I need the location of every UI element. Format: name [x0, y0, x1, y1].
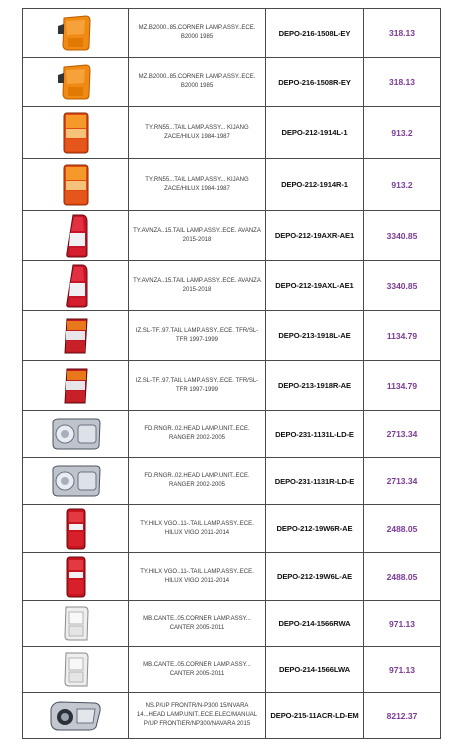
- part-code: DEPO-215-11ACR-LD-EM: [270, 711, 359, 720]
- product-image-cell: [23, 211, 129, 261]
- product-image-cell: [23, 261, 129, 311]
- product-description: TY.HILX VGO..11-.TAIL LAMP.ASSY..ECE. HILUX VIGO 2011-2014: [140, 568, 254, 584]
- part-code: DEPO-231-1131L-LD-E: [275, 429, 354, 439]
- headlamp-image: [23, 693, 128, 738]
- part-code: DEPO-213-1918R-AE: [277, 381, 351, 390]
- price-cell: [364, 693, 441, 739]
- price: 971.13: [389, 664, 415, 675]
- description-cell: [129, 553, 266, 601]
- part-code-cell: [266, 9, 364, 58]
- product-description: MB.CANTE..05.CORNER LAMP.ASSY... CANTER 2005-2011: [143, 615, 251, 631]
- price-cell: [364, 411, 441, 458]
- part-code-cell: [266, 505, 364, 553]
- product-description: TY.AVNZA..15.TAIL LAMP.ASSY..ECE. AVANZA 2015-2018: [133, 227, 261, 243]
- product-image-cell: [23, 411, 129, 458]
- part-code: DEPO-212-19W6L-AE: [276, 572, 353, 581]
- part-code-cell: [266, 159, 364, 211]
- description-cell: [129, 311, 266, 361]
- description-cell: [129, 505, 266, 553]
- product-image-cell: [23, 505, 129, 553]
- product-image-cell: [23, 311, 129, 361]
- product-image-cell: [23, 107, 129, 159]
- part-code-cell: [266, 601, 364, 647]
- price-cell: [364, 458, 441, 505]
- part-code-cell: [266, 261, 364, 311]
- part-code: DEPO-231-1131R-LD-E: [274, 476, 355, 486]
- description-cell: [129, 647, 266, 693]
- table-row: [23, 693, 441, 739]
- part-code: DEPO-212-19W6R-AE: [276, 524, 353, 533]
- table-row: [23, 9, 441, 58]
- corner-lamp-image: [23, 601, 128, 646]
- price: 2713.34: [386, 429, 418, 439]
- part-code-cell: [266, 553, 364, 601]
- product-description: MB.CANTE..05.CORNER LAMP.ASSY... CANTER 2005-2011: [143, 661, 251, 677]
- part-code: DEPO-214-1566RWA: [278, 619, 351, 628]
- product-description: TY.RN55...TAIL LAMP.ASSY... KIJANG ZACE/HILUX 1984-1987: [145, 124, 249, 140]
- product-description: IZ.SL-TF..97.TAIL LAMP.ASSY..ECE. TFR/SL-TFR 1997-1999: [135, 377, 259, 393]
- corner-lamp-image: [23, 647, 128, 692]
- price-cell: [364, 553, 441, 601]
- description-cell: [129, 411, 266, 458]
- product-description: TY.HILX VGO..11-.TAIL LAMP.ASSY..ECE. HILUX VIGO 2011-2014: [140, 520, 254, 536]
- price: 2488.05: [386, 523, 418, 534]
- part-code-cell: [266, 311, 364, 361]
- description-cell: [129, 261, 266, 311]
- price: 971.13: [389, 618, 415, 629]
- price: 913.2: [391, 179, 413, 190]
- part-code: DEPO-212-1914L-1: [281, 128, 348, 137]
- headlamp-image: [23, 411, 128, 457]
- price-cell: [364, 505, 441, 553]
- description-cell: [129, 58, 266, 107]
- price-cell: [364, 58, 441, 107]
- part-code: DEPO-212-19AXR-AE1: [274, 231, 355, 240]
- price-cell: [364, 107, 441, 159]
- part-code: DEPO-212-1914R-1: [281, 180, 348, 189]
- price: 913.2: [391, 127, 413, 138]
- table-row: [23, 553, 441, 601]
- table-row: [23, 505, 441, 553]
- product-description: FD.RNGR..02.HEAD LAMP.UNIT..ECE. RANGER 2002-2005: [144, 473, 250, 488]
- part-code-cell: [266, 107, 364, 159]
- corner-lamp-image: [23, 9, 128, 57]
- price-cell: [364, 361, 441, 411]
- product-image-cell: [23, 159, 129, 211]
- product-image-cell: [23, 647, 129, 693]
- product-description: TY.RN55...TAIL LAMP.ASSY... KIJANG ZACE/HILUX 1984-1987: [145, 176, 249, 192]
- product-image-cell: [23, 601, 129, 647]
- part-code-cell: [266, 211, 364, 261]
- price-cell: [364, 311, 441, 361]
- table-row: [23, 647, 441, 693]
- part-code-cell: [266, 458, 364, 505]
- price: 2488.05: [386, 571, 418, 582]
- price: 318.13: [389, 77, 415, 87]
- table-row: [23, 458, 441, 505]
- description-cell: [129, 9, 266, 58]
- price-cell: [364, 159, 441, 211]
- table-row: [23, 211, 441, 261]
- price: 3340.85: [386, 230, 418, 241]
- part-code: DEPO-213-1918L-AE: [278, 331, 351, 340]
- description-cell: [129, 601, 266, 647]
- parts-price-table: [22, 8, 441, 739]
- tail-lamp-image: [23, 159, 128, 210]
- part-code-cell: [266, 361, 364, 411]
- product-image-cell: [23, 693, 129, 739]
- product-description: NS.P/UP FRONTR/N-P300 15/NVARA 14...HEAD LAMP.UNIT..ECE.ELEC/MANUAL P/UP FRONTIER/NP300/NAVARA 2015: [136, 703, 258, 727]
- tail-lamp-image: [23, 107, 128, 158]
- tail-lamp-image: [23, 361, 128, 410]
- product-description: MZ.B2000..85.CORNER LAMP.ASSY..ECE. B2000 1985: [138, 25, 256, 40]
- product-description: FD.RNGR..02.HEAD LAMP.UNIT..ECE. RANGER 2002-2005: [144, 426, 250, 441]
- price-cell: [364, 601, 441, 647]
- price: 8212.37: [386, 710, 418, 721]
- description-cell: [129, 361, 266, 411]
- table-row: [23, 411, 441, 458]
- part-code-cell: [266, 58, 364, 107]
- parts-table-body: [23, 9, 441, 739]
- product-image-cell: [23, 361, 129, 411]
- tail-lamp-image: [23, 211, 128, 260]
- product-description: MZ.B2000..85.CORNER LAMP.ASSY..ECE. B2000 1985: [138, 74, 256, 89]
- description-cell: [129, 107, 266, 159]
- tail-lamp-image: [23, 261, 128, 310]
- price: 3340.85: [386, 280, 418, 291]
- product-image-cell: [23, 553, 129, 601]
- description-cell: [129, 458, 266, 505]
- part-code: DEPO-216-1508R-EY: [278, 77, 351, 87]
- table-row: [23, 261, 441, 311]
- description-cell: [129, 159, 266, 211]
- corner-lamp-image: [23, 58, 128, 106]
- table-row: [23, 159, 441, 211]
- price: 1134.79: [386, 330, 418, 341]
- table-row: [23, 311, 441, 361]
- price: 1134.79: [386, 380, 418, 391]
- table-row: [23, 58, 441, 107]
- product-image-cell: [23, 9, 129, 58]
- description-cell: [129, 693, 266, 739]
- part-code: DEPO-214-1566LWA: [279, 665, 350, 674]
- table-row: [23, 601, 441, 647]
- part-code-cell: [266, 693, 364, 739]
- product-image-cell: [23, 458, 129, 505]
- price: 318.13: [389, 28, 415, 38]
- table-row: [23, 107, 441, 159]
- product-image-cell: [23, 58, 129, 107]
- tail-lamp-image: [23, 311, 128, 360]
- product-description: IZ.SL-TF..97.TAIL LAMP.ASSY..ECE. TFR/SL-TFR 1997-1999: [135, 327, 259, 343]
- tail-lamp-image: [23, 505, 128, 552]
- part-code-cell: [266, 411, 364, 458]
- tail-lamp-image: [23, 553, 128, 600]
- price-cell: [364, 647, 441, 693]
- price-cell: [364, 9, 441, 58]
- product-description: TY.AVNZA..15.TAIL LAMP.ASSY..ECE. AVANZA 2015-2018: [133, 277, 261, 293]
- table-row: [23, 361, 441, 411]
- description-cell: [129, 211, 266, 261]
- price: 2713.34: [386, 476, 418, 486]
- headlamp-image: [23, 458, 128, 504]
- price-cell: [364, 211, 441, 261]
- part-code-cell: [266, 647, 364, 693]
- part-code: DEPO-212-19AXL-AE1: [275, 281, 354, 290]
- price-cell: [364, 261, 441, 311]
- part-code: DEPO-216-1508L-EY: [278, 28, 351, 38]
